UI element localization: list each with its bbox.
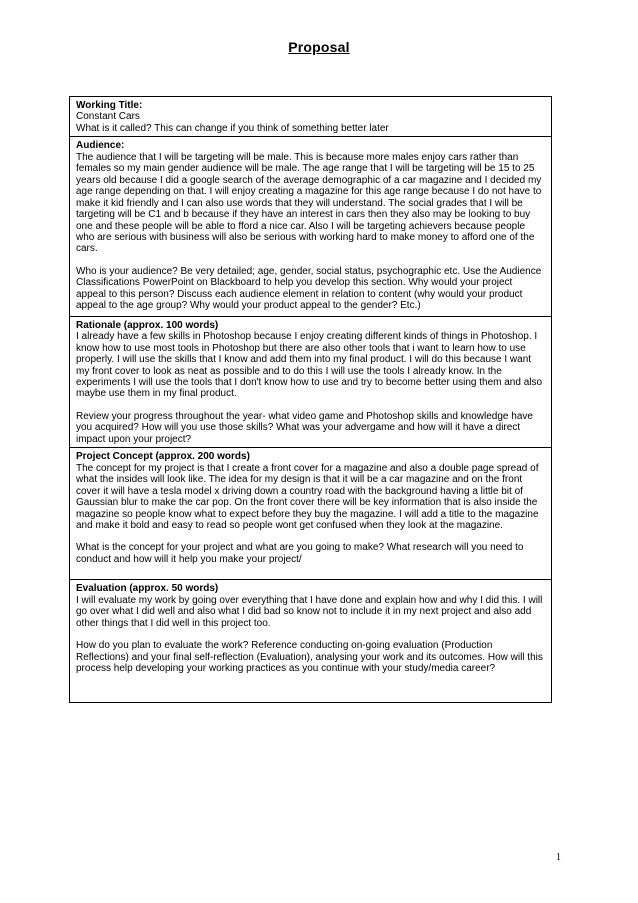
working-title-prompt: What is it called? This can change if you think of something better later	[76, 122, 389, 134]
evaluation-prompt: How do you plan to evaluate the work? Reference conducting on-going evaluation (Production Reflections) and your final self-reflection (Evaluation), analysing your work and its outcomes. How will this process help developing your working practices as you continue with your study/media career?	[76, 640, 543, 675]
project-concept-section	[70, 448, 551, 580]
rationale-heading: Rationale (approx. 100 words)	[76, 319, 219, 331]
evaluation-body: I will evaluate my work by going over everything that I have done and explain how and why I did this. I will go over what I did well and also what I did bad so know not to include it in my next project and also add other things that I did well in this project too.	[76, 594, 543, 629]
evaluation-heading: Evaluation (approx. 50 words)	[76, 583, 219, 595]
audience-body: The audience that I will be targeting will be male. This is because more males enjoy cars rather than females so my main gender audience will be male. The age range that I will be targeting will be 15 to 25 years old because I did a google search of the average demographic of a car magazine and I decided my age range depending on that. I will enjoy creating a magazine for this age range because I do not have to make it kid friendly and I can also use words that they will understand. The social grades that I will be targeting will be C1 and b because if they have an interest in cars then they also may be looking to buy one and these people will be able to fford a nice car. Also I will be targeting achievers because people who are serious with business will also be serious with working hard to make money to afford one of the cars.	[76, 151, 542, 255]
audience-section	[70, 137, 551, 316]
page-number: 1	[556, 852, 561, 863]
page-title: Proposal	[288, 39, 350, 55]
evaluation-section	[70, 580, 551, 702]
audience-heading: Audience:	[76, 140, 125, 152]
rationale-body: I already have a few skills in Photoshop because I enjoy creating different kinds of things in Photoshop. I know how to use most tools in Photoshop but there are also other tools that i want to learn how to use properly. I will use the skills that I know and add them into my final product. I will do this because I want my front cover to look as neat as possible and to do this I will use the tools I already know. In the experiments I will use the tools that I don't know how to use and try to become better using them and also maybe use them in my final product.	[76, 331, 543, 400]
rationale-prompt: Review your progress throughout the year- what video game and Photoshop skills and knowledge have you acquired? How will you use those skills? What was your advergame and how will it have a direct impact upon your project?	[76, 410, 533, 445]
project-concept-prompt: What is the concept for your project and what are you going to make? What research will you need to conduct and how will it help you make your project/	[76, 542, 524, 565]
working-title-value: Constant Cars	[76, 111, 140, 123]
rationale-section	[70, 317, 551, 449]
project-concept-body: The concept for my project is that I create a front cover for a magazine and also a double page spread of what the insides will look like. The idea for my design is that it will be a car magazine and on the front cover it will have a tesla model x driving down a country road with the background having a little bit of Gaussian blur to make the car pop. On the front cover there will be key information that is also inside the magazine so people know what to expect before they buy the magazine. I will add a title to the magazine and make it bold and easy to read so people wont get confused when they look at the magazine.	[76, 462, 539, 531]
project-concept-heading: Project Concept (approx. 200 words)	[76, 451, 250, 463]
working-title-section	[70, 97, 551, 137]
working-title-heading: Working Title:	[76, 100, 143, 111]
proposal-table	[69, 96, 552, 703]
audience-prompt: Who is your audience? Be very detailed; age, gender, social status, psychographic etc. Use the Audience Classifications PowerPoint on Blackboard to help you develop this section. Why would your project appeal to this person? Discuss each audience element in relation to content (why would your product appeal to the age group? Why would your product appeal to the gender? Etc.)	[76, 265, 542, 312]
